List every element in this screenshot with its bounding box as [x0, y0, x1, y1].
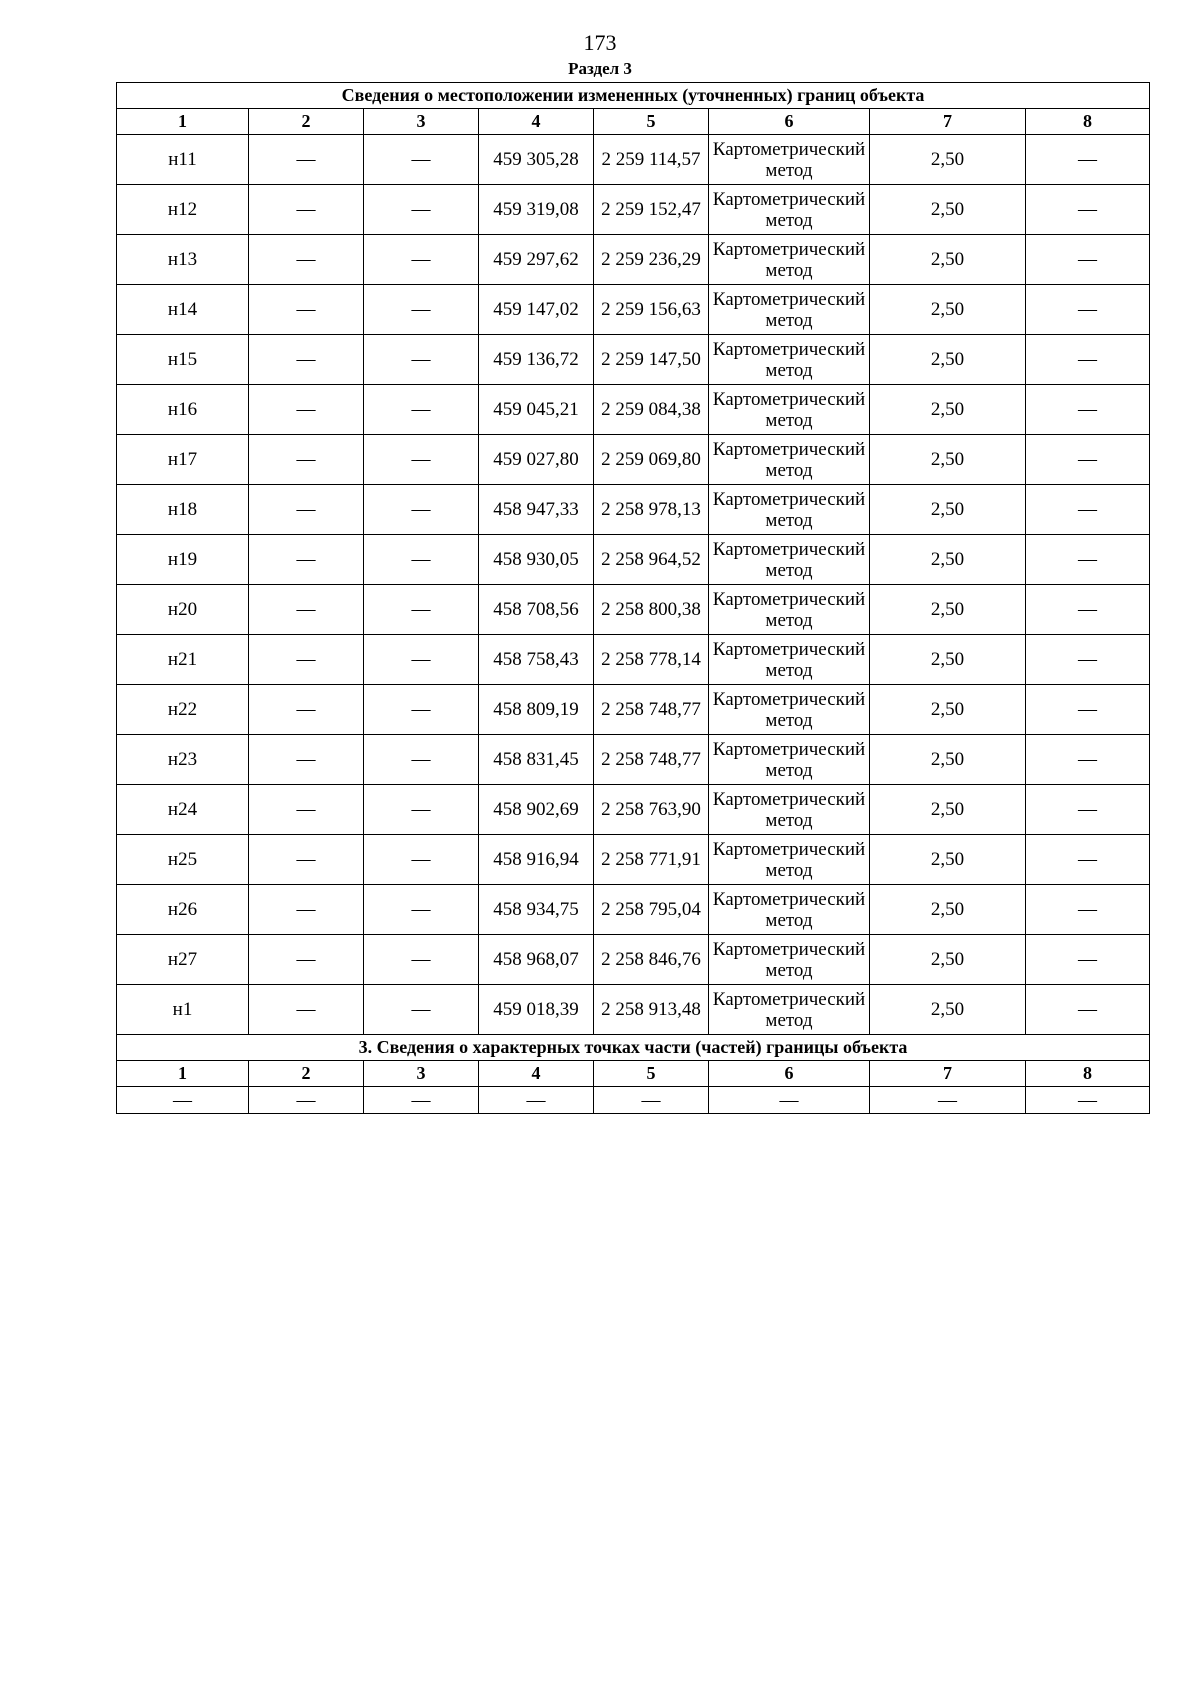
cell-new-x: 459 018,39: [479, 985, 594, 1035]
cell-old-x: —: [249, 585, 364, 635]
cell-accuracy: 2,50: [870, 135, 1026, 185]
cell-point-name: н20: [117, 585, 249, 635]
cell-old-x: —: [249, 735, 364, 785]
cell-new-x: 458 916,94: [479, 835, 594, 885]
cell-accuracy: 2,50: [870, 385, 1026, 435]
table-row: [117, 1087, 1150, 1114]
column-number: 8: [1026, 1061, 1150, 1087]
cell-method: Картометрический метод: [709, 935, 870, 985]
cell-point-name: н1: [117, 985, 249, 1035]
cell-old-y: —: [364, 1087, 479, 1114]
table-row: [117, 635, 1150, 685]
cell-point-name: н25: [117, 835, 249, 885]
cell-new-x: 459 297,62: [479, 235, 594, 285]
cell-new-y: 2 258 846,76: [594, 935, 709, 985]
column-number: 4: [479, 1061, 594, 1087]
cell-accuracy: 2,50: [870, 435, 1026, 485]
cell-old-x: —: [249, 485, 364, 535]
cell-new-y: 2 258 748,77: [594, 735, 709, 785]
cell-method: Картометрический метод: [709, 435, 870, 485]
column-number-row: [117, 109, 1150, 135]
cell-point-name: н11: [117, 135, 249, 185]
column-number: 3: [364, 1061, 479, 1087]
cell-old-y: —: [364, 835, 479, 885]
cell-method: Картометрический метод: [709, 635, 870, 685]
parts-table-banner: 3. Сведения о характерных точках части (частей) границы объекта: [117, 1035, 1150, 1061]
table-row: [117, 535, 1150, 585]
cell-point-name: н26: [117, 885, 249, 935]
cell-accuracy: 2,50: [870, 285, 1026, 335]
cell-new-y: 2 258 800,38: [594, 585, 709, 635]
cell-description: —: [1026, 885, 1150, 935]
cell-description: —: [1026, 685, 1150, 735]
table-row: [117, 835, 1150, 885]
column-number: 4: [479, 109, 594, 135]
cell-point-name: н22: [117, 685, 249, 735]
cell-accuracy: 2,50: [870, 785, 1026, 835]
cell-point-name: н23: [117, 735, 249, 785]
cell-new-y: 2 258 978,13: [594, 485, 709, 535]
cell-new-y: 2 259 152,47: [594, 185, 709, 235]
column-number: 7: [870, 109, 1026, 135]
column-number: 7: [870, 1061, 1026, 1087]
table-row: [117, 585, 1150, 635]
cell-point-name: н24: [117, 785, 249, 835]
column-number-row: [117, 1061, 1150, 1087]
cell-point-name: н12: [117, 185, 249, 235]
cell-accuracy: —: [870, 1087, 1026, 1114]
table-row: [117, 435, 1150, 485]
cell-accuracy: 2,50: [870, 235, 1026, 285]
cell-old-y: —: [364, 685, 479, 735]
cell-old-y: —: [364, 435, 479, 485]
cell-old-y: —: [364, 285, 479, 335]
cell-old-x: —: [249, 335, 364, 385]
cell-new-x: 458 934,75: [479, 885, 594, 935]
table-row: [117, 885, 1150, 935]
cell-accuracy: 2,50: [870, 835, 1026, 885]
cell-old-y: —: [364, 585, 479, 635]
cell-method: Картометрический метод: [709, 385, 870, 435]
cell-description: —: [1026, 985, 1150, 1035]
column-number: 2: [249, 109, 364, 135]
cell-method: —: [709, 1087, 870, 1114]
column-number: 8: [1026, 109, 1150, 135]
cell-description: —: [1026, 185, 1150, 235]
cell-old-x: —: [249, 535, 364, 585]
cell-new-y: 2 258 748,77: [594, 685, 709, 735]
cell-old-y: —: [364, 385, 479, 435]
cell-new-x: 458 930,05: [479, 535, 594, 585]
cell-description: —: [1026, 835, 1150, 885]
cell-new-x: 459 147,02: [479, 285, 594, 335]
column-number: 5: [594, 1061, 709, 1087]
table-row: [117, 335, 1150, 385]
cell-point-name: н16: [117, 385, 249, 435]
cell-new-y: 2 259 114,57: [594, 135, 709, 185]
cell-accuracy: 2,50: [870, 185, 1026, 235]
column-number: 1: [117, 1061, 249, 1087]
cell-accuracy: 2,50: [870, 585, 1026, 635]
table-row: [117, 285, 1150, 335]
column-number: 2: [249, 1061, 364, 1087]
cell-description: —: [1026, 535, 1150, 585]
cell-method: Картометрический метод: [709, 985, 870, 1035]
cell-new-y: 2 258 763,90: [594, 785, 709, 835]
cell-old-y: —: [364, 735, 479, 785]
cell-new-y: 2 259 069,80: [594, 435, 709, 485]
column-number: 6: [709, 1061, 870, 1087]
cell-old-x: —: [249, 785, 364, 835]
cell-point-name: н13: [117, 235, 249, 285]
table-row: [117, 185, 1150, 235]
cell-description: —: [1026, 335, 1150, 385]
cell-old-y: —: [364, 885, 479, 935]
cell-description: —: [1026, 1087, 1150, 1114]
table-row: [117, 485, 1150, 535]
cell-new-x: —: [479, 1087, 594, 1114]
cell-description: —: [1026, 385, 1150, 435]
cell-description: —: [1026, 235, 1150, 285]
cell-new-x: 459 136,72: [479, 335, 594, 385]
cell-method: Картометрический метод: [709, 685, 870, 735]
cell-new-y: 2 259 084,38: [594, 385, 709, 435]
cell-accuracy: 2,50: [870, 635, 1026, 685]
cell-old-y: —: [364, 235, 479, 285]
cell-description: —: [1026, 935, 1150, 985]
cell-old-x: —: [249, 835, 364, 885]
cell-old-x: —: [249, 935, 364, 985]
cell-point-name: —: [117, 1087, 249, 1114]
boundary-table: [116, 82, 1150, 1114]
cell-accuracy: 2,50: [870, 885, 1026, 935]
cell-description: —: [1026, 785, 1150, 835]
cell-accuracy: 2,50: [870, 685, 1026, 735]
cell-new-y: 2 258 795,04: [594, 885, 709, 935]
cell-new-x: 458 708,56: [479, 585, 594, 635]
cell-new-y: 2 258 913,48: [594, 985, 709, 1035]
table-row: [117, 685, 1150, 735]
table-row: [117, 385, 1150, 435]
cell-description: —: [1026, 635, 1150, 685]
cell-accuracy: 2,50: [870, 735, 1026, 785]
cell-old-y: —: [364, 985, 479, 1035]
cell-method: Картометрический метод: [709, 185, 870, 235]
cell-new-x: 459 045,21: [479, 385, 594, 435]
cell-new-x: 459 027,80: [479, 435, 594, 485]
cell-accuracy: 2,50: [870, 535, 1026, 585]
section-title: Раздел 3: [568, 59, 632, 78]
column-number: 1: [117, 109, 249, 135]
cell-point-name: н15: [117, 335, 249, 385]
cell-new-y: 2 258 964,52: [594, 535, 709, 585]
cell-new-x: 459 305,28: [479, 135, 594, 185]
table-row: [117, 785, 1150, 835]
cell-method: Картометрический метод: [709, 535, 870, 585]
table-row: [117, 935, 1150, 985]
cell-description: —: [1026, 285, 1150, 335]
cell-description: —: [1026, 435, 1150, 485]
table-row: [117, 235, 1150, 285]
cell-old-x: —: [249, 685, 364, 735]
cell-old-y: —: [364, 135, 479, 185]
cell-old-y: —: [364, 635, 479, 685]
cell-point-name: н17: [117, 435, 249, 485]
cell-new-x: 458 809,19: [479, 685, 594, 735]
cell-point-name: н14: [117, 285, 249, 335]
cell-old-x: —: [249, 135, 364, 185]
cell-accuracy: 2,50: [870, 935, 1026, 985]
cell-description: —: [1026, 485, 1150, 535]
cell-new-x: 459 319,08: [479, 185, 594, 235]
table-row: [117, 735, 1150, 785]
cell-old-y: —: [364, 185, 479, 235]
cell-old-x: —: [249, 185, 364, 235]
cell-old-x: —: [249, 385, 364, 435]
cell-point-name: н19: [117, 535, 249, 585]
cell-point-name: н27: [117, 935, 249, 985]
cell-method: Картометрический метод: [709, 485, 870, 535]
column-number: 6: [709, 109, 870, 135]
cell-new-x: 458 758,43: [479, 635, 594, 685]
cell-new-y: 2 259 147,50: [594, 335, 709, 385]
cell-new-x: 458 968,07: [479, 935, 594, 985]
cell-new-y: —: [594, 1087, 709, 1114]
cell-old-y: —: [364, 535, 479, 585]
cell-method: Картометрический метод: [709, 835, 870, 885]
cell-method: Картометрический метод: [709, 135, 870, 185]
column-number: 5: [594, 109, 709, 135]
page-number: 173: [583, 30, 617, 55]
cell-method: Картометрический метод: [709, 885, 870, 935]
cell-accuracy: 2,50: [870, 985, 1026, 1035]
cell-new-y: 2 259 156,63: [594, 285, 709, 335]
cell-description: —: [1026, 735, 1150, 785]
cell-old-x: —: [249, 635, 364, 685]
cell-old-x: —: [249, 885, 364, 935]
table-banner: Сведения о местоположении измененных (уточненных) границ объекта: [117, 83, 1150, 109]
cell-description: —: [1026, 135, 1150, 185]
cell-old-y: —: [364, 935, 479, 985]
cell-new-x: 458 831,45: [479, 735, 594, 785]
cell-method: Картометрический метод: [709, 335, 870, 385]
cell-accuracy: 2,50: [870, 335, 1026, 385]
cell-new-y: 2 259 236,29: [594, 235, 709, 285]
cell-method: Картометрический метод: [709, 735, 870, 785]
cell-new-x: 458 947,33: [479, 485, 594, 535]
cell-accuracy: 2,50: [870, 485, 1026, 535]
cell-old-y: —: [364, 785, 479, 835]
cell-method: Картометрический метод: [709, 285, 870, 335]
table-row: [117, 135, 1150, 185]
cell-method: Картометрический метод: [709, 785, 870, 835]
cell-old-x: —: [249, 435, 364, 485]
cell-old-x: —: [249, 985, 364, 1035]
cell-old-y: —: [364, 485, 479, 535]
cell-old-y: —: [364, 335, 479, 385]
table-row: [117, 985, 1150, 1035]
cell-point-name: н21: [117, 635, 249, 685]
cell-new-y: 2 258 771,91: [594, 835, 709, 885]
cell-method: Картометрический метод: [709, 585, 870, 635]
parts-table-banner-row: [117, 1035, 1150, 1061]
cell-new-y: 2 258 778,14: [594, 635, 709, 685]
table-banner-row: [117, 83, 1150, 109]
cell-point-name: н18: [117, 485, 249, 535]
cell-old-x: —: [249, 235, 364, 285]
cell-old-x: —: [249, 285, 364, 335]
column-number: 3: [364, 109, 479, 135]
cell-method: Картометрический метод: [709, 235, 870, 285]
cell-old-x: —: [249, 1087, 364, 1114]
cell-new-x: 458 902,69: [479, 785, 594, 835]
cell-description: —: [1026, 585, 1150, 635]
